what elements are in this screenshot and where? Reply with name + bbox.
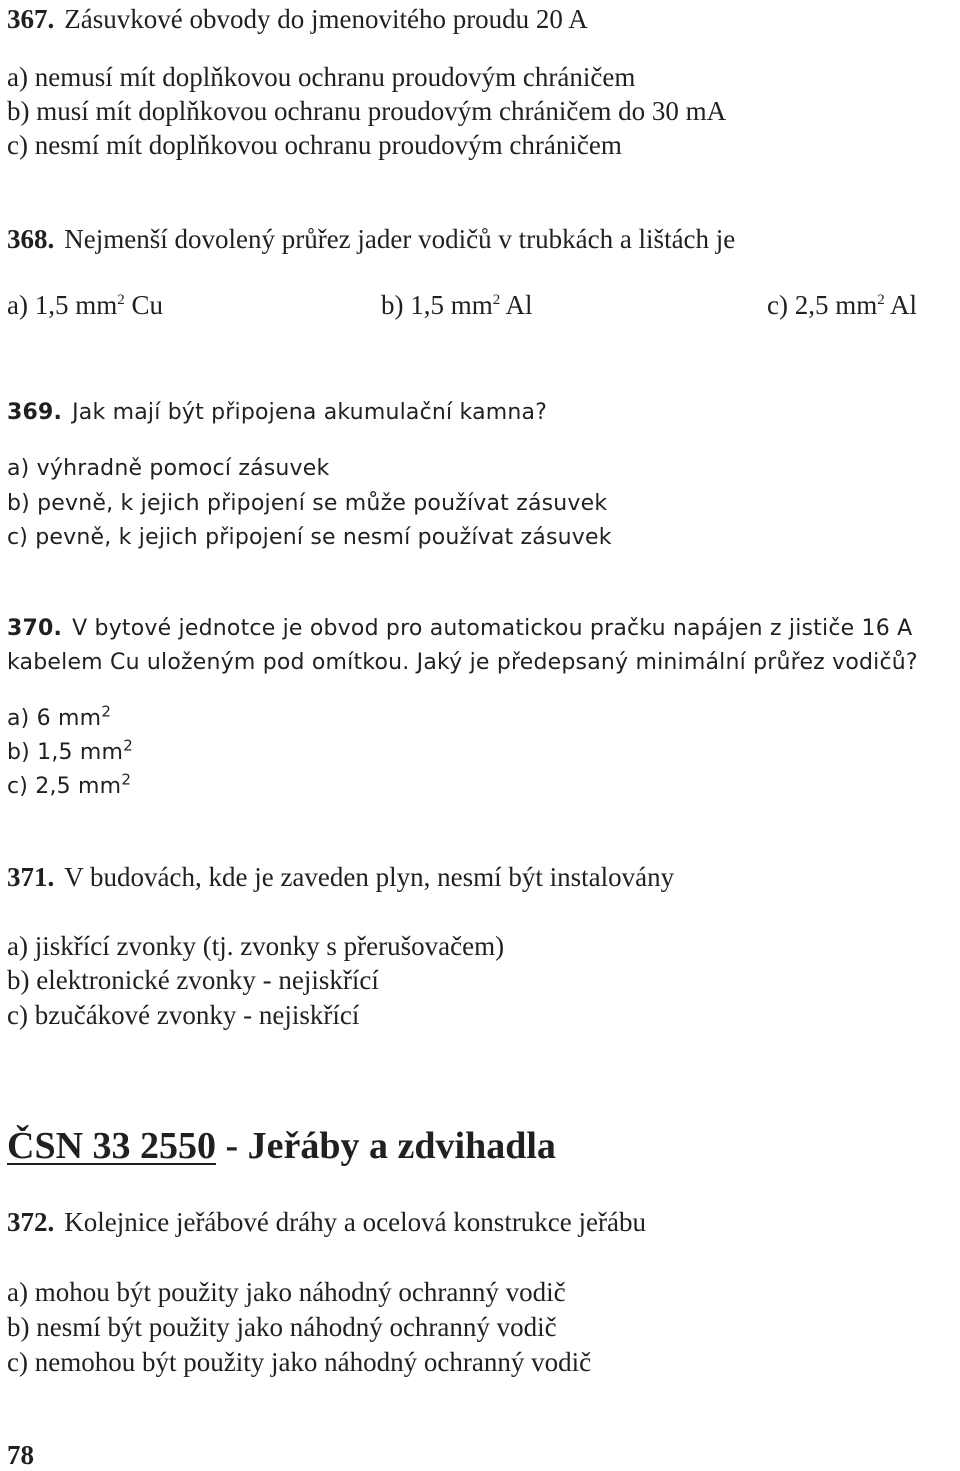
answer-option-b: b) 1,5 $mm^2$ <box>7 736 133 765</box>
answer-option-b: b) nesmí být použity jako náhodný ochranný vodič <box>7 1312 557 1342</box>
question-number: 367. <box>7 4 55 34</box>
answer-option-c: c) nesmí mít doplňkovou ochranu proudovým chráničem <box>7 130 622 160</box>
question-370-text-continued: kabelem Cu uloženým pod omítkou. Jaký je předepsaný minimální průřez vodičů? <box>7 650 918 675</box>
answer-option-a: a) výhradně pomocí zásuvek <box>7 456 330 481</box>
question-number: 372. <box>7 1207 55 1237</box>
question-text: Jak mají být připojena akumulační kamna? <box>72 400 548 425</box>
answer-option-b: b) 1,5 $mm^2$ Al <box>381 290 533 320</box>
section-title: - Jeřáby a zdvihadla <box>216 1125 556 1167</box>
answer-option-c: c) 2,5 $mm^2$ <box>7 770 132 799</box>
answer-option-a: a) nemusí mít doplňkovou ochranu proudovým chráničem <box>7 62 636 92</box>
question-370-title <box>7 612 912 646</box>
answer-option-a: a) mohou být použity jako náhodný ochranný vodič <box>7 1277 566 1307</box>
question-text: Kolejnice jeřábové dráhy a ocelová konstrukce jeřábu <box>64 1207 646 1237</box>
answer-option-a: a) jiskřící zvonky (tj. zvonky s přerušovačem) <box>7 931 505 961</box>
answer-option-b: b) musí mít doplňkovou ochranu proudovým chráničem do 30 mA <box>7 96 727 126</box>
answer-option-b: b) pevně, k jejich připojení se může používat zásuvek <box>7 491 608 516</box>
page-number: 78 <box>7 1440 34 1470</box>
answer-options-row <box>7 288 953 322</box>
answer-option-a: a) 6 $mm^2$ <box>7 702 112 731</box>
answer-option-c: c) 2,5 $mm^2$ Al <box>767 290 917 320</box>
standard-code: ČSN 33 2550 <box>7 1125 217 1167</box>
question-number: 368. <box>7 224 55 254</box>
question-number: 371. <box>7 862 55 892</box>
question-text: Nejmenší dovolený průřez jader vodičů v trubkách a lištách je <box>64 224 736 254</box>
question-number: 369. <box>7 400 63 425</box>
question-text: V bytové jednotce je obvod pro automatickou pračku napájen z jističe 16 A <box>72 616 913 641</box>
question-369-title <box>7 396 547 430</box>
question-367-title <box>7 2 588 36</box>
answer-option-b: b) elektronické zvonky - nejiskřící <box>7 965 379 995</box>
question-text: V budovách, kde je zaveden plyn, nesmí být instalovány <box>64 862 675 892</box>
section-heading <box>7 1124 556 1168</box>
answer-option-a: a) 1,5 $mm^2$ Cu <box>7 290 163 320</box>
question-number: 370. <box>7 616 63 641</box>
question-368-title <box>7 222 735 256</box>
answer-option-c: c) nemohou být použity jako náhodný ochranný vodič <box>7 1347 592 1377</box>
answer-option-c: c) pevně, k jejich připojení se nesmí používat zásuvek <box>7 525 612 550</box>
answer-option-c: c) bzučákové zvonky - nejiskřící <box>7 1000 360 1030</box>
question-text: Zásuvkové obvody do jmenovitého proudu 20 A <box>64 4 588 34</box>
question-372-title <box>7 1205 646 1239</box>
question-371-title <box>7 860 674 894</box>
